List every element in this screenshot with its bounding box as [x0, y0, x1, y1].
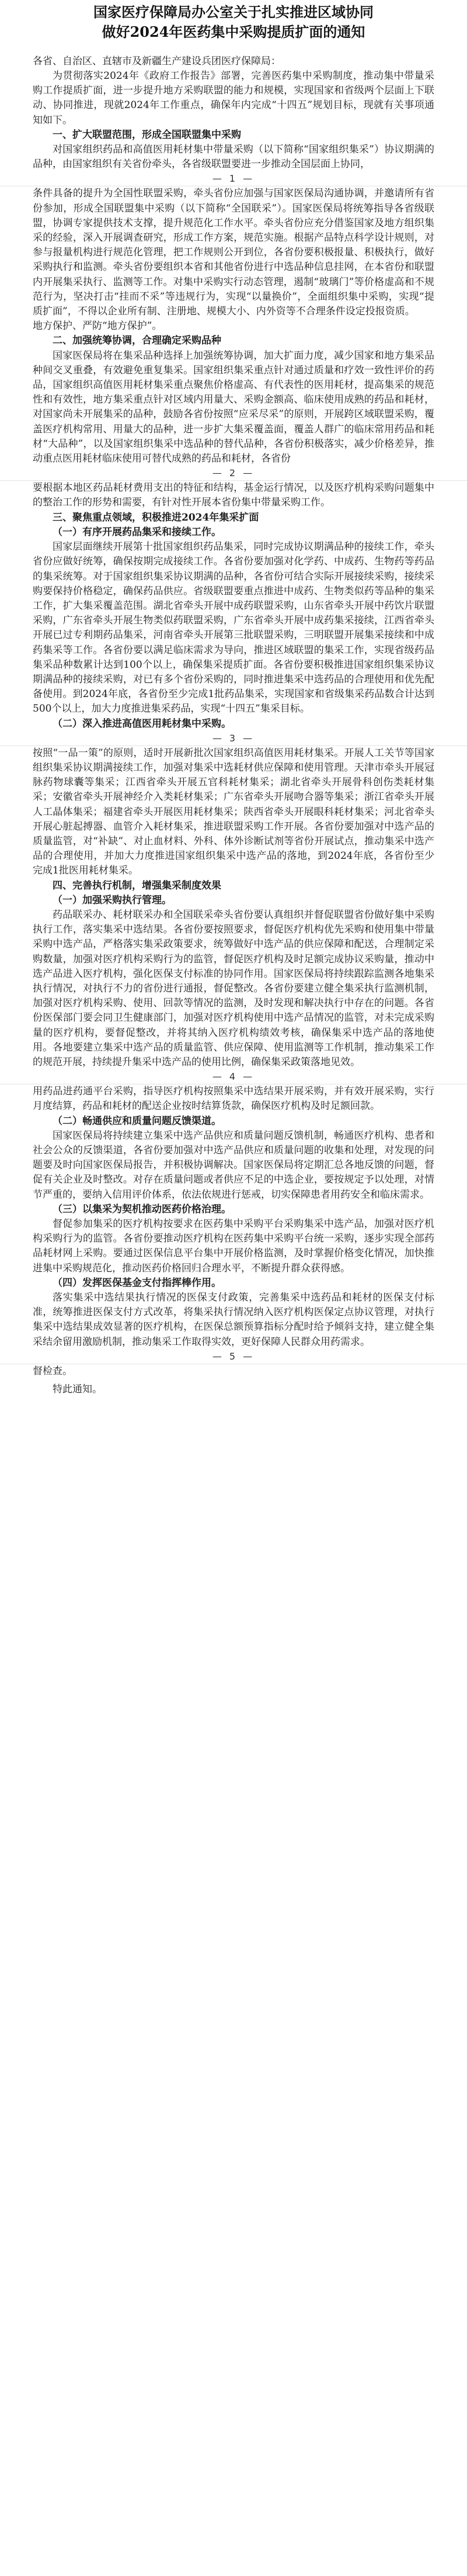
page-number-5: — 5 —	[212, 1350, 255, 1362]
section-heading-1: 一、扩大联盟范围，形成全国联盟集中采购	[53, 129, 241, 141]
page-number-4: — 4 —	[212, 1071, 255, 1083]
section-2-paragraph-b: 要根据本地区药品耗材费用支出的特征和结构，基金运行情况，以及医疗机构采购问题集中的整治工作的形势和需要，有针对性开展本省份集中带量采购工作。	[33, 482, 434, 509]
page-number-3: — 3 —	[212, 732, 255, 744]
section-4-2-paragraph: 国家医保局将持续建立集采中选产品供应和质量问题反馈机制，畅通医疗机构、患者和社会公众的反馈渠道，各省份要加强对中选产品供应和质量问题的收集和处理，对发现的问题要及时向国家医保局报告，并积极协调解决。国家医保局将定期汇总各地反馈的问题，督促有关企业及时整改。对存在质量问题或者供应不足的中选企业，要按规定予以处理，对情节严重的，要纳入信用评价体系，依法依规进行惩戒，切实保障患者用药安全和临床需求。	[33, 1129, 434, 1201]
section-heading-2: 二、加强统筹协调，合理确定采购品种	[53, 335, 221, 347]
page-number-2: — 2 —	[212, 467, 255, 479]
subsection-heading-4-3: （三）以集采为契机推动医药价格治理。	[53, 1203, 231, 1215]
subsection-heading-4-4: （四）发挥医保基金支付指挥棒作用。	[53, 1277, 221, 1289]
subsection-heading-3-1: （一）有序开展药品集采和接续工作。	[53, 526, 221, 538]
section-3-2-paragraph: 按照“一品一策”的原则，适时开展新批次国家组织高值医用耗材集采。开展人工关节等国家组织集采协议期满接续工作，加强对集采中选耗材供应保障和使用管理。天津市牵头开展冠脉药物球囊等集采；江西省牵头开展五官科耗材集采；湖北省牵头开展骨科创伤类耗材集采；安徽省牵头开展神经介入类耗材集采；广东省牵头开展吻合器等集采；浙江省牵头开展人工晶体集采；福建省牵头开展医用耗材集采；陕西省牵头开展眼科耗材集采；河北省牵头开展心脏起搏器、血管介入耗材集采，推进联盟采购工作开展。各省份要加强对中选产品的质量监管，对“补缺”、对止血材料、外科、体外诊断试剂等省份开展试点，推动集采中选产品的合理使用，并加大力度推进国家组织集采中选产品的落地，到2024年底，各省份至少完成1批医用耗材集采。	[33, 747, 434, 877]
section-heading-4: 四、完善执行机制，增强集采制度效果	[53, 879, 221, 892]
subsection-heading-4-1: （一）加强采购执行管理。	[53, 894, 172, 906]
title-line-1: 国家医疗保障局办公室关于扎实推进区域协同	[93, 4, 374, 20]
page-number-1: — 1 —	[212, 173, 255, 185]
section-2-paragraph-a: 国家医保局将在集采品种选择上加强统筹协调，加大扩面力度，减少国家和地方集采品种间交叉重叠，有效避免重复集采。国家组织集采重点针对通过质量和疗效一致性评价的药品，国家组织高值医用耗材集采重点聚焦价格虚高、有代表性的医用耗材，提高集采的规范性和有效性，地方集采重点针对区域内用量大、采购金额高、临床使用成熟的药品和耗材，对国家尚未开展集采的品种，鼓励各省份按照“应采尽采”的原则，开展跨区域联盟采购，覆盖医疗机构常用、用量大的品种，进一步扩大集采覆盖面，覆盖人群广的临床常用药品和耗材“大品种”，以及国家组织集采中选品种的替代品种，各省份积极落实，减少价格差异，推动重点医用耗材临床使用可替代成熟的药品和耗材，各省份	[33, 349, 434, 465]
section-4-1-paragraph-b: 用药品进药通平台采购，指导医疗机构按照集采中选结果开展采购，并有效开展采购，实行月度结算，药品和耗材的配送企业按时结算货款，确保医疗机构及时足额回款。	[33, 1086, 434, 1112]
section-heading-3: 三、聚焦重点领域，积极推进2024年集采扩面	[53, 511, 259, 523]
section-1-paragraph-c: 地方保护、严防“地方保护”。	[33, 320, 162, 332]
section-3-1-paragraph: 国家层面继续开展第十批国家组织药品集采，同时完成协议期满品种的接续工作，牵头省份应做好统筹，确保按期完成接续工作。各省份要加强对化学药、中成药、生物药等药品的集采统筹。对于国家组织集采协议期满的品种，各省份可结合实际开展接续采购，接续采购要保持价格稳定，确保药品供应。省级联盟要重点推进中成药、生物类似药等品种的集采工作，扩大集采覆盖范围。湖北省牵头开展中成药联盟采购，山东省牵头开展中药饮片联盟采购，广东省牵头开展生物类似药联盟采购，广东省牵头开展中成药集采接续，江西省牵头开展已过专利期药品集采，河南省牵头开展第三批联盟采购，三明联盟开展集采接续和中成药集采等工作。各省份要以满足临床需求为导向，推进区域联盟的集采工作，实现省级药品集采品种数累计达到100个以上，确保集采提质扩面。各省份要积极推进国家组织集采协议期满品种的接续采购，对已有多个省份采购的，同时推进集采中选药品的合理使用和优先配备使用。到2024年底，各省份至少完成1批药品集采，实现国家和省级集采药品数合计达到500个以上，加大力度推进集采药品，实现“十四五”集采目标。	[33, 541, 434, 715]
section-4-1-paragraph-a: 药品联采办、耗材联采办和全国联采牵头省份要认真组织并督促联盟省份做好集中采购执行工作，落实集采中选结果。各省份要按照要求，督促医疗机构优先采购和使用集中带量采购中选产品，严格落实集采政策要求，统筹做好中选产品的供应保障和配送，合理制定采购数量，加强对医疗机构采购行为的监管，督促医疗机构及时足额完成协议采购量，推动中选产品进入医疗机构，强化医保支付标准的协同作用。国家医保局将持续跟踪监测各地集采执行情况，对执行不力的省份进行通报，督促整改。各省份要建立健全集采执行监测机制，加强对医疗机构采购、使用、回款等情况的监测，及时发现和解决执行中存在的问题。各省份医保部门要会同卫生健康部门，加强对医疗机构使用中选产品情况的监管，对未完成采购量的医疗机构，要督促整改，并将其纳入医疗机构绩效考核，确保集采中选产品的落地使用。各地要建立集采中选产品的质量监管、供应保障、使用监测等工作机制，推动集采工作的规范开展，持续提升集采中选产品的使用比例，确保集采政策落地见效。	[33, 909, 434, 1068]
section-4-4-paragraph-b: 督检查。	[33, 1365, 72, 1377]
subsection-heading-4-2: （二）畅通供应和质量问题反馈渠道。	[53, 1115, 221, 1127]
section-1-paragraph-b: 条件具备的提升为全国性联盟采购，牵头省份应加强与国家医保局沟通协调，并邀请所有省份参加，形成全国联盟集中采购（以下简称“全国联采”）。国家医保局将统筹指导各省级联盟，协调专家提供技术支撑，提升规范化工作水平。牵头省份应充分借鉴国家及地方组织集采的经验，深入开展调查研究，形成工作方案，规范实施。根据产品特点科学设计规则，对参与报量机构进行规范化管理，把工作规则公开到位，各省份要积极报量、积极执行，做好采购执行和监测。牵头省份要组织本省和其他省份进行中选品种信息挂网，在本省份和联盟内开展集采执行、监测等工作。对集中采购实行动态管理，遏制“玻璃门”等价格虚高和不规范行为，坚决打击“挂而不采”等违规行为，实现“以量换价”，全面组织集中采购，实现“提质扩面”，不得以企业所有制、注册地、规模大小、内外资等不合理条件设定投报资质。	[33, 188, 434, 318]
section-4-3-paragraph: 督促参加集采的医疗机构按要求在医药集中采购平台采购集采中选产品，加强对医疗机构采购行为的监管。各省份要推动医疗机构在医药集中采购平台统一采购，逐步实现全部药品耗材网上采购。要通过医保信息平台集中开展价格监测，及时掌握价格变化情况，加快推进集中采购规范化，推动医药价格回归合理水平，不断提升群众获得感。	[33, 1218, 434, 1274]
intro-paragraph: 为贯彻落实2024年《政府工作报告》部署，完善医药集中采购制度，推动集中带量采购工作提质扩面，进一步提升地方采购联盟的能力和规模，实现国家和省级两个层面上下联动、协同推进，现就2024年工作重点，确保年内完成“十四五”规划目标，现就有关事项通知如下。	[33, 70, 434, 126]
section-1-paragraph-a: 对国家组织药品和高值医用耗材集中带量采购（以下简称“国家组织集采”）协议期满的品种，由国家组织有关省份牵头，各省级联盟要进一步推动全国层面上协同，	[33, 144, 434, 171]
closing-text: 特此通知。	[53, 1384, 102, 1396]
section-4-4-paragraph-a: 落实集采中选结果执行情况的医保支付政策，完善集采中选药品和耗材的医保支付标准，统筹推进医保支付方式改革，将集采执行情况纳入医疗机构医保定点协议管理，对执行集采中选结果成效显著的医疗机构，在医保总额预算指标分配时给予倾斜支持，建立健全集采结余留用激励机制，推动集采工作取得实效，更好保障人民群众用药需求。	[33, 1292, 434, 1348]
salutation: 各省、自治区、直辖市及新疆生产建设兵团医疗保障局：	[33, 56, 281, 67]
document-title	[0, 0, 467, 42]
title-line-2: 做好2024年医药集中采购提质扩面的通知	[102, 23, 365, 40]
subsection-heading-3-2: （二）深入推进高值医用耗材集中采购。	[53, 717, 231, 730]
